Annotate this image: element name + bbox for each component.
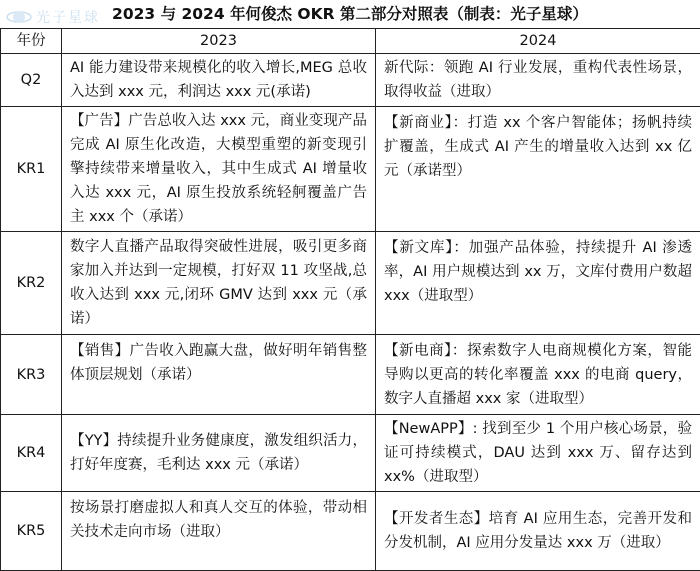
row-key: KR1 [1,107,62,232]
cell-2024: 【新文库】：加强产品体验，持续提升 AI 渗透率，AI 用户规模达到 xx 万，文库付费用户数超 xxx（进取型） [376,232,700,335]
table-row [1,335,700,415]
cell-2024: 【新商业】：打造 xx 个客户智能体；扬帆持续扩覆盖，生成式 AI 产生的增量收入达到 xx 亿元（承诺型） [376,107,700,232]
table-row [1,232,700,335]
watermark-text: 光子星球 [36,10,100,26]
row-key: KR4 [1,415,62,492]
cell-2023: 数字人直播产品取得突破性进展，吸引更多商家加入并达到一定规模，打好双 11 攻坚战,总收入达到 xxx 元,闭环 GMV 达到 xxx 元（承诺） [62,232,376,335]
table-row [1,492,700,571]
row-key: Q2 [1,54,62,107]
okr-comparison-table [0,28,700,571]
cell-2023: 【销售】广告收入跑赢大盘，做好明年销售整体顶层规划（承诺） [62,335,376,415]
row-key: KR2 [1,232,62,335]
table-row [1,415,700,492]
table-row [1,107,700,232]
cell-2023: 【YY】持续提升业务健康度，激发组织活力，打好年度赛，毛利达 xxx 元（承诺） [62,415,376,492]
row-key: KR3 [1,335,62,415]
cell-2024: 新代际：领跑 AI 行业发展，重构代表性场景，取得收益（进取） [376,54,700,107]
row-key: KR5 [1,492,62,571]
header-2024: 2024 [376,29,700,54]
page-title: 2023 与 2024 年何俊杰 OKR 第二部分对照表（制表：光子星球） [112,5,588,23]
cell-2023: AI 能力建设带来规模化的收入增长,MEG 总收入达到 xxx 元，利润达 xxx 元(承诺) [62,54,376,107]
table-row [1,54,700,107]
table-header-row [1,29,700,54]
header-2023: 2023 [62,29,376,54]
cell-2023: 按场景打磨虚拟人和真人交互的体验，带动相关技术走向市场（进取） [62,492,376,571]
cell-2024: 【开发者生态】培育 AI 应用生态，完善开发和分发机制，AI 应用分发量达 xxx 万（进取） [376,492,700,571]
header-year: 年份 [1,29,62,54]
cell-2024: 【NewAPP】: 找到至少 1 个用户核心场景，验证可持续模式，DAU 达到 xxx 万、留存达到 xx%（进取型） [376,415,700,492]
cell-2024: 【新电商】：探索数字人电商规模化方案，智能导购以更高的转化率覆盖 xxx 的电商 query，数字人直播超 xxx 家（进取型） [376,335,700,415]
cell-2023: 【广告】广告总收入达 xxx 元，商业变现产品完成 AI 原生化改造，大模型重塑的新变现引擎持续带来增量收入，其中生成式 AI 增量收入达 xxx 元，AI 原生投放系统轻舸覆盖广告主 xxx 个（承诺） [62,107,376,232]
